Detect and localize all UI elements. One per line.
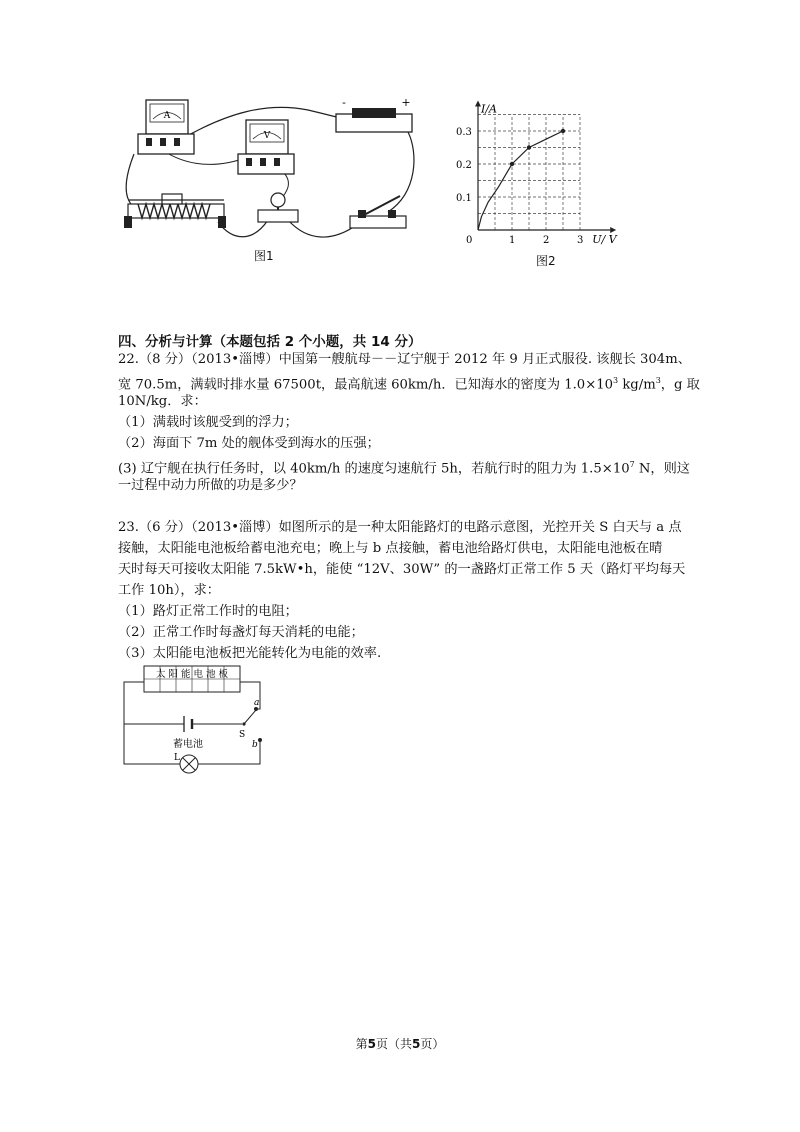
y-tick-label: 0.2 — [456, 160, 472, 171]
voltmeter-symbol: V — [263, 131, 271, 141]
q22-line-1: 22.（8 分）（2013•淄博）中国第一艘航母－－辽宁舰于 2012 年 9 月正式服役. 该舰长 304m、 — [118, 352, 691, 367]
contact-b — [258, 738, 262, 742]
q23-part-1: （1）路灯正常工作时的电阻； — [118, 604, 298, 619]
q23-line-1: 23.（6 分）（2013•淄博）如图所示的是一种太阳能路灯的电路示意图，光控开关 S 白天与 a 点 — [118, 520, 682, 535]
voltmeter — [238, 120, 294, 174]
switch-label: S — [239, 730, 246, 740]
point-a-label: a — [254, 698, 260, 708]
x-axis-label: U/ V — [592, 233, 617, 246]
q23-part-3: （3）太阳能电池板把光能转化为电能的效率. — [118, 646, 382, 661]
rheostat — [124, 194, 226, 228]
q23-line-2: 接触，太阳能电池板给蓄电池充电；晚上与 b 点接触，蓄电池给路灯供电，太阳能电池板在晴 — [118, 541, 663, 556]
q22-line-3: 10N/kg．求： — [118, 394, 207, 409]
current-page: 5 — [367, 1037, 376, 1051]
ammeter — [138, 100, 194, 154]
ammeter-symbol: A — [163, 111, 171, 121]
q22-line-7: 一过程中动力所做的功是多少？ — [118, 478, 303, 493]
x-tick-label: 0 — [466, 235, 473, 246]
q22-line-2: 宽 70.5m，满载时排水量 67500t，最高航速 60km/h．已知海水的密度为 $1.0\times 10^3$ $kg/m^3$，g 取 — [118, 376, 700, 393]
data-point — [527, 145, 531, 149]
q23-part-2: （2）正常工作时每盏灯每天消耗的电能； — [118, 625, 364, 640]
figure-1-apparatus — [118, 92, 438, 252]
battery-positive-label: + — [401, 96, 411, 109]
x-tick-label: 2 — [543, 235, 550, 246]
point-b-label: b — [252, 740, 258, 750]
figure-1-caption: 图1 — [254, 249, 274, 263]
figure-2-iu-chart — [448, 92, 648, 252]
x-tick-label: 1 — [509, 235, 516, 246]
lamp — [258, 193, 298, 222]
battery-label: 蓄电池 — [173, 739, 203, 750]
total-pages: 5 — [412, 1037, 421, 1051]
q23-line-3: 天时每天可接收太阳能 7.5kW•h，能使 “12V、30W” 的一盏路灯正常工作 5 天（路灯平均每天 — [118, 562, 686, 577]
battery-negative-label: - — [342, 96, 346, 109]
solar-panel — [144, 666, 240, 692]
figure-2-caption: 图2 — [536, 254, 556, 268]
solar-lamp-circuit — [118, 664, 278, 776]
q23-line-4: 工作 10h），求： — [118, 583, 220, 598]
lamp-label: L — [174, 753, 180, 763]
y-tick-label: 0.3 — [456, 127, 472, 138]
switch-blade — [244, 710, 256, 724]
solar-panel-label: 太 阳 能 电 池 板 — [155, 669, 229, 680]
battery — [336, 96, 412, 132]
data-point — [561, 129, 565, 133]
page-footer: 第5页（共5页） — [355, 1037, 445, 1051]
knife-switch — [350, 196, 406, 228]
y-tick-label: 0.1 — [456, 193, 472, 204]
data-point — [510, 162, 514, 166]
y-axis-label: I/A — [481, 102, 497, 116]
q22-part-3: (3) 辽宁舰在执行任务时，以 40km/h 的速度匀速航行 5h，若航行时的阻力为 $1.5\times 10^7$ N，则这 — [118, 460, 690, 477]
q22-part-1: （1）满载时该舰受到的浮力； — [118, 415, 298, 430]
section-heading: 四、分析与计算（本题包括 2 个小题，共 14 分） — [118, 334, 422, 350]
q22-part-2: （2）海面下 7m 处的舰体受到海水的压强； — [118, 436, 380, 451]
x-tick-label: 3 — [577, 235, 584, 246]
